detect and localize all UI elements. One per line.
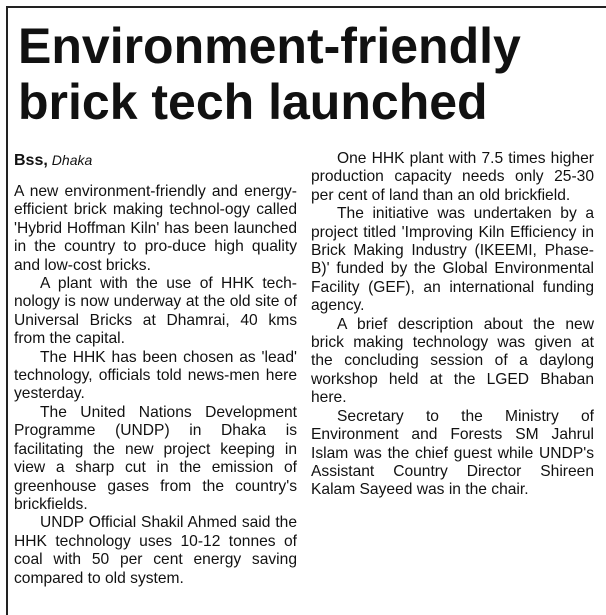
byline: [14, 150, 297, 171]
paragraph: UNDP Official Shakil Ahmed said the HHK technology uses 10-12 tonnes of coal with 50 per cent energy saving compared to old system.: [14, 514, 297, 587]
clipping-border-left: [6, 6, 8, 615]
paragraph: A new environment-friendly and energy-efficient brick making technol-ogy called 'Hybrid Hoffman Kiln' has been launched in the country to pro-duce high quality and low-cost bricks.: [14, 183, 297, 274]
paragraph: A brief description about the new brick making technology was given at the concluding session of a daylong workshop held at the LGED Bhaban here.: [311, 315, 594, 407]
paragraph: The initiative was undertaken by a project titled 'Improving Kiln Efficiency in Brick Making Industry (IKEEMI, Phase-B)' funded by the Global Environmental Facility (GEF), an international funding agency.: [311, 205, 594, 315]
paragraph: The HHK has been chosen as 'lead' technology, officials told news-men here yesterday.: [14, 348, 297, 403]
paragraph: Secretary to the Ministry of Environment and Forests SM Jahrul Islam was the chief guest while UNDP's Assistant Country Director Shireen Kalam Sayeed was in the chair.: [311, 407, 594, 499]
headline-line-1: Environment-friendly: [18, 18, 521, 74]
paragraph: A plant with the use of HHK tech-nology is now underway at the old site of Universal Bricks at Dhamrai, 40 kms from the capital.: [14, 275, 297, 348]
left-column: [14, 150, 297, 588]
byline-place: Dhaka: [51, 152, 93, 168]
paragraph: The United Nations Development Programme (UNDP) in Dhaka is facilitating the new project keeping in view a sharp cut in the emission of greenhouse gases from the country's brickfields.: [14, 403, 297, 513]
paragraph: One HHK plant with 7.5 times higher production capacity needs only 25-30 per cent of land than an old brickfield.: [311, 150, 594, 204]
right-column: [311, 150, 594, 588]
byline-agency: Bss,: [14, 152, 48, 169]
article-headline: [18, 18, 598, 130]
headline-line-2: brick tech launched: [18, 74, 488, 130]
article-body: [14, 150, 594, 588]
clipping-border-top: [6, 6, 606, 8]
